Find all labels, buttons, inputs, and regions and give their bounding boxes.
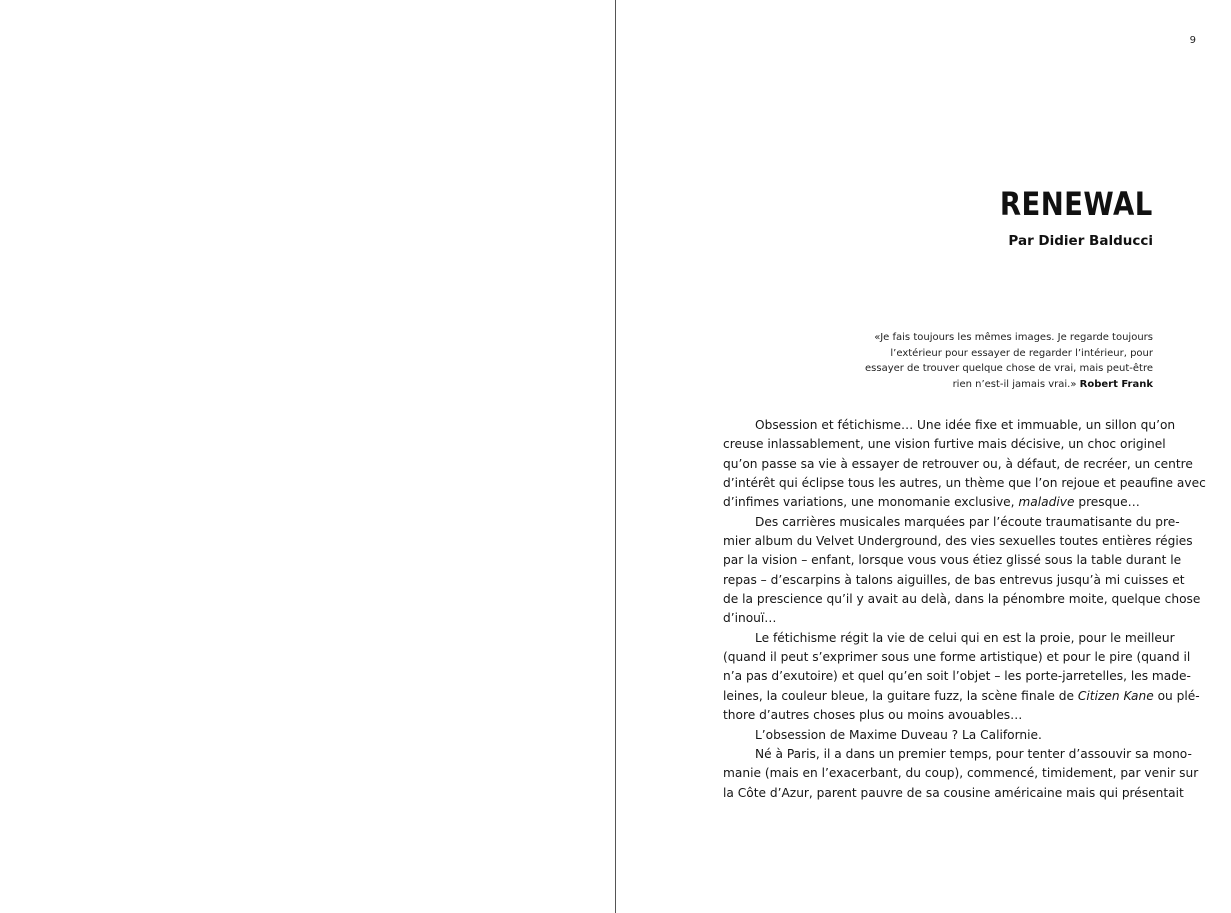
body-line: Des carrières musicales marquées par l’écoute traumatisante du pre- [755, 514, 1180, 529]
body-line: repas – d’escarpins à talons aiguilles, de bas entrevus jusqu’à mi cuisses et [723, 572, 1185, 587]
body-line: (quand il peut s’exprimer sous une forme artistique) et pour le pire (quand il [723, 650, 1191, 665]
body-line-text: presque… [1074, 495, 1140, 510]
body-line: qu’on passe sa vie à essayer de retrouver ou, à défaut, de recréer, un centre [723, 456, 1193, 471]
body-line: Obsession et fétichisme… Une idée fixe et immuable, un sillon qu’on [755, 418, 1176, 432]
epigraph-quote [853, 330, 1153, 392]
body-line-text: ou plé- [1153, 688, 1200, 703]
body-line-text: d’infimes variations, une monomanie exclusive, [723, 495, 1019, 510]
body-line-text: leines, la couleur bleue, la guitare fuzz, la scène finale de [723, 688, 1078, 703]
article-title: RENEWAL [1000, 185, 1153, 223]
body-line: manie (mais en l’exacerbant, du coup), commencé, timidement, par venir sur [723, 766, 1199, 781]
article-body [723, 416, 1206, 803]
body-line: thore d’autres choses plus ou moins avouables… [723, 708, 1023, 723]
epigraph-line: l’extérieur pour essayer de regarder l’intérieur, pour [890, 347, 1153, 359]
left-page-blank [0, 0, 615, 913]
epigraph-line-text: rien n’est-il jamais vrai.» [952, 378, 1077, 390]
body-line: d’inouï… [723, 611, 777, 626]
body-line: la Côte d’Azur, parent pauvre de sa cousine américaine mais qui présentait [723, 785, 1184, 800]
epigraph-line: essayer de trouver quelque chose de vrai, mais peut-être [865, 363, 1153, 374]
body-line: d’intérêt qui éclipse tous les autres, un thème que l’on rejoue et peaufine avec [723, 476, 1206, 491]
article-byline: Par Didier Balducci [1008, 233, 1153, 249]
body-line: creuse inlassablement, une vision furtive mais décisive, un choc originel [723, 437, 1166, 452]
body-italic-text: Citizen Kane [1077, 688, 1154, 703]
body-line: Né à Paris, il a dans un premier temps, pour tenter d’assouvir sa mono- [755, 746, 1192, 761]
body-line: Le fétichisme régit la vie de celui qui en est la proie, pour le meilleur [755, 630, 1175, 645]
body-line: mier album du Velvet Underground, des vies sexuelles toutes entières régies [723, 534, 1193, 549]
epigraph-line: «Je fais toujours les mêmes images. Je regarde toujours [874, 332, 1153, 343]
body-line [723, 493, 1153, 512]
body-line: L’obsession de Maxime Duveau ? La Californie. [755, 727, 1042, 742]
epigraph-line-last [853, 377, 1153, 393]
right-page [616, 0, 1231, 913]
body-italic-text: maladive [1018, 495, 1075, 510]
body-line: n’a pas d’exutoire) et quel qu’en soit l’objet – les porte-jarretelles, les made- [723, 669, 1191, 684]
page-number: 9 [1189, 35, 1196, 46]
body-line: par la vision – enfant, lorsque vous vous étiez glissé sous la table durant le [723, 553, 1182, 568]
body-line [723, 687, 1200, 706]
epigraph-author: Robert Frank [1079, 378, 1153, 390]
body-line: de la prescience qu’il y avait au delà, dans la pénombre moite, quelque chose [723, 592, 1201, 607]
